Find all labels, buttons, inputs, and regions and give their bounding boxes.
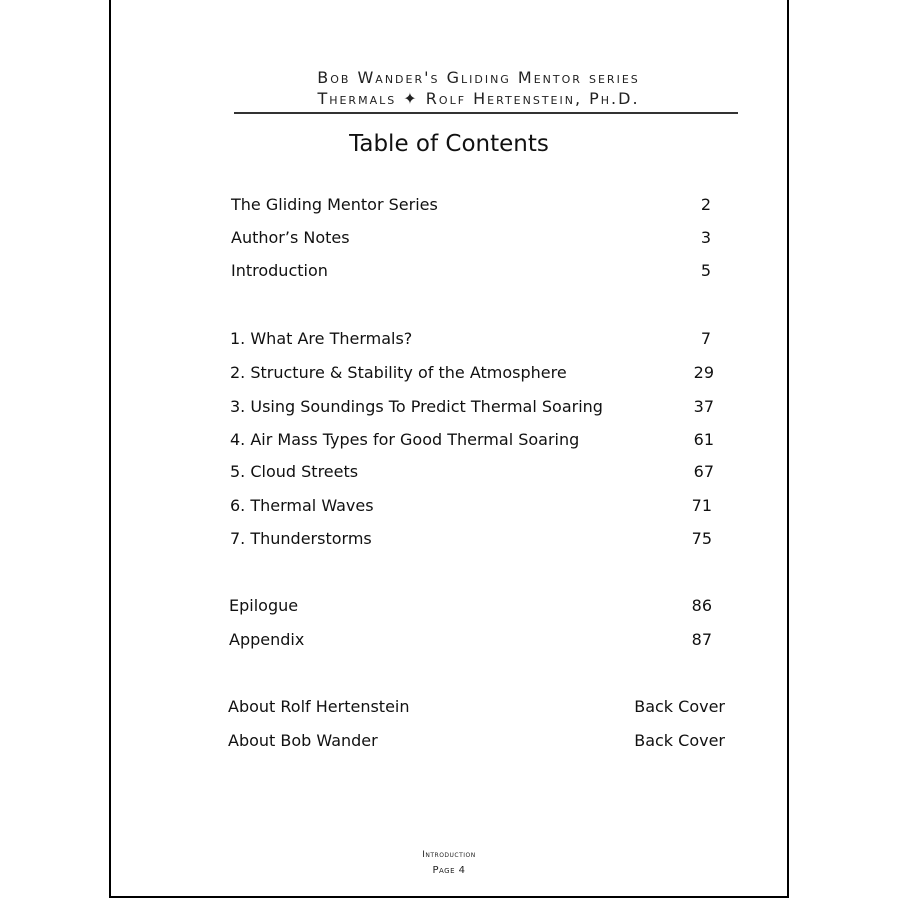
toc-chapter-entry <box>111 363 791 387</box>
toc-chapter-entry <box>111 529 791 553</box>
toc-entry-label: 4. Air Mass Types for Good Thermal Soaring <box>230 430 580 449</box>
toc-entry-page: 29 <box>693 363 714 382</box>
toc-chapter-entry <box>111 496 791 520</box>
author-name: Rolf Hertenstein, Ph.D. <box>425 89 640 108</box>
toc-entry-page: Back Cover <box>634 731 725 750</box>
toc-entry-label: The Gliding Mentor Series <box>231 195 438 214</box>
header-rule <box>234 112 738 114</box>
toc-entry-label: 7. Thunderstorms <box>230 529 372 548</box>
diamond-separator-icon: ✦ <box>403 89 419 108</box>
toc-entry-page: 61 <box>693 430 714 449</box>
toc-entry-page: 67 <box>693 462 714 481</box>
toc-entry-page: 3 <box>700 228 711 247</box>
toc-entry-label: 2. Structure & Stability of the Atmosphere <box>230 363 567 382</box>
document-page <box>109 0 789 898</box>
footer-page-number: Page 4 <box>432 865 466 876</box>
toc-entry-label: Appendix <box>229 630 305 649</box>
book-title-line <box>231 88 726 109</box>
toc-entry-label: Introduction <box>231 261 328 280</box>
toc-entry-page: 86 <box>691 596 712 615</box>
toc-chapter-entry <box>111 430 791 454</box>
toc-entry-label: 5. Cloud Streets <box>230 462 359 481</box>
toc-entry-page: 87 <box>691 630 712 649</box>
toc-entry-page: 7 <box>700 329 711 348</box>
toc-entry-label: 6. Thermal Waves <box>230 496 374 515</box>
toc-entry-label: 1. What Are Thermals? <box>230 329 413 348</box>
toc-entry-page: 2 <box>700 195 711 214</box>
toc-entry <box>111 731 791 755</box>
toc-chapter-entry <box>111 397 791 421</box>
footer-section: Introduction <box>422 850 476 860</box>
toc-entry-page: 5 <box>700 261 711 280</box>
running-footer <box>111 847 787 879</box>
page-title: Table of Contents <box>349 131 549 157</box>
toc-entry-page: 71 <box>691 496 712 515</box>
toc-entry <box>111 261 791 285</box>
toc-entry-page: 37 <box>693 397 714 416</box>
running-header <box>231 67 726 109</box>
toc-chapter-entry <box>111 462 791 486</box>
toc-entry <box>111 596 791 620</box>
toc-entry-label: Author’s Notes <box>231 228 350 247</box>
toc-entry <box>111 630 791 654</box>
toc-entry <box>111 195 791 219</box>
toc-chapter-entry <box>111 329 791 353</box>
series-title: Bob Wander's Gliding Mentor series <box>317 68 640 87</box>
toc-entry <box>111 697 791 721</box>
toc-entry-label: Epilogue <box>229 596 299 615</box>
toc-entry-page: Back Cover <box>634 697 725 716</box>
book-title: Thermals <box>317 89 397 108</box>
toc-entry <box>111 228 791 252</box>
toc-entry-label: About Bob Wander <box>228 731 378 750</box>
toc-entry-page: 75 <box>691 529 712 548</box>
toc-entry-label: About Rolf Hertenstein <box>228 697 410 716</box>
toc-entry-label: 3. Using Soundings To Predict Thermal Soaring <box>230 397 603 416</box>
